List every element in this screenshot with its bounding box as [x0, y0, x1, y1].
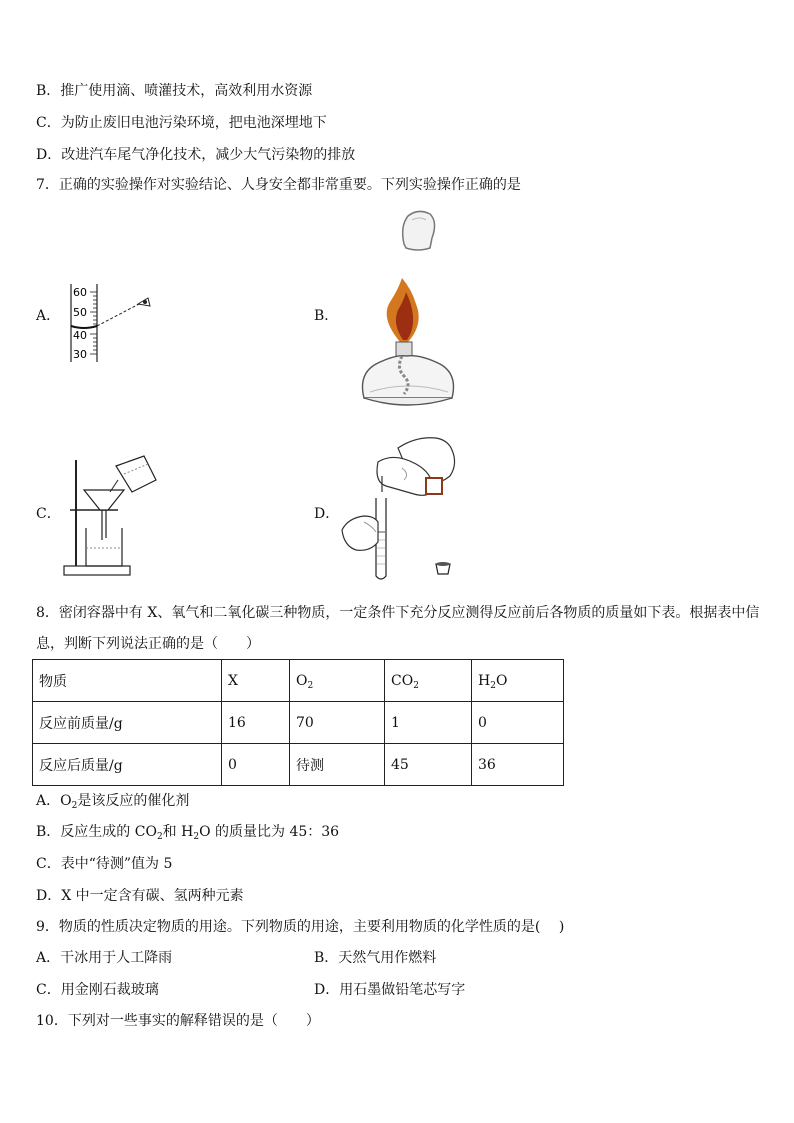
q9-stem: 9．物质的性质决定物质的用途。下列物质的用途，主要利用物质的化学性质的是( ): [36, 919, 565, 935]
q9-option-b: B．天然气用作燃料: [314, 950, 437, 966]
q7-label-c: C．: [36, 506, 61, 522]
q7-figure-c-filtration: [62, 452, 162, 578]
q9-option-a: A．干冰用于人工降雨: [36, 950, 173, 966]
q8-option-d: D．X 中一定含有碳、氢两种元素: [36, 888, 244, 904]
q6-option-b: B．推广使用滴、喷灌技术，高效利用水资源: [36, 83, 313, 99]
stopper-icon: [436, 562, 450, 574]
header-h2o: $H_2O$: [472, 660, 564, 702]
header-co2: $CO_2$: [385, 660, 472, 702]
q9-option-d: D．用石墨做铅笔芯写字: [314, 982, 466, 998]
table-row: 反应前质量/g 16 70 1 0: [33, 702, 564, 744]
cylinder-tick-30: 30: [73, 348, 87, 361]
q8-option-c: C．表中“待测”值为 5: [36, 856, 173, 872]
q7-label-a: A．: [36, 308, 61, 324]
flame-icon: [387, 278, 419, 342]
q7-label-d: D．: [314, 506, 340, 522]
table-row: 反应后质量/g 0 待测 45 36: [33, 744, 564, 786]
q7-figure-b-alcohol-lamp: [350, 206, 470, 416]
hand-holding-bottle-icon: [377, 438, 455, 496]
cylinder-tick-60: 60: [73, 286, 87, 299]
q6-option-d: D．改进汽车尾气净化技术，减少大气污染物的排放: [36, 147, 356, 163]
q8-option-b: B．反应生成的 $CO_2$和 $H_2O$ 的质量比为 45：36: [36, 824, 340, 842]
lamp-cap-icon: [403, 211, 435, 250]
table-header-row: [33, 660, 564, 702]
q7-label-b: B．: [314, 308, 339, 324]
q8-stem-line1: 8．密闭容器中有 X、氧气和二氧化碳三种物质，一定条件下充分反应测得反应前后各物质的质量如下表。根据表中信: [36, 605, 760, 621]
beaker-pouring-icon: [116, 456, 156, 492]
cylinder-tick-50: 50: [73, 306, 87, 319]
header-o2: $O_2$: [290, 660, 385, 702]
header-substance: 物质: [33, 660, 222, 702]
q7-figure-a-graduated-cylinder: [66, 282, 156, 364]
cylinder-tick-40: 40: [73, 329, 87, 342]
q7-stem: 7．正确的实验操作对实验结论、人身安全都非常重要。下列实验操作正确的是: [36, 177, 521, 193]
q8-stem-line2: 息，判断下列说法正确的是（ ）: [36, 636, 260, 652]
q8-mass-table: [32, 659, 564, 786]
q6-option-c: C．为防止废旧电池污染环境，把电池深埋地下: [36, 115, 327, 131]
header-x: X: [222, 660, 290, 702]
q9-option-c: C．用金刚石裁玻璃: [36, 982, 159, 998]
hand-holding-tube-icon: [342, 516, 378, 550]
q7-figure-d-pouring-test-tube: [338, 432, 468, 582]
q8-option-a: A．$O_2$是该反应的催化剂: [36, 793, 190, 811]
q10-stem: 10．下列对一些事实的解释错误的是（ ）: [36, 1013, 320, 1029]
eye-icon: [138, 298, 150, 306]
